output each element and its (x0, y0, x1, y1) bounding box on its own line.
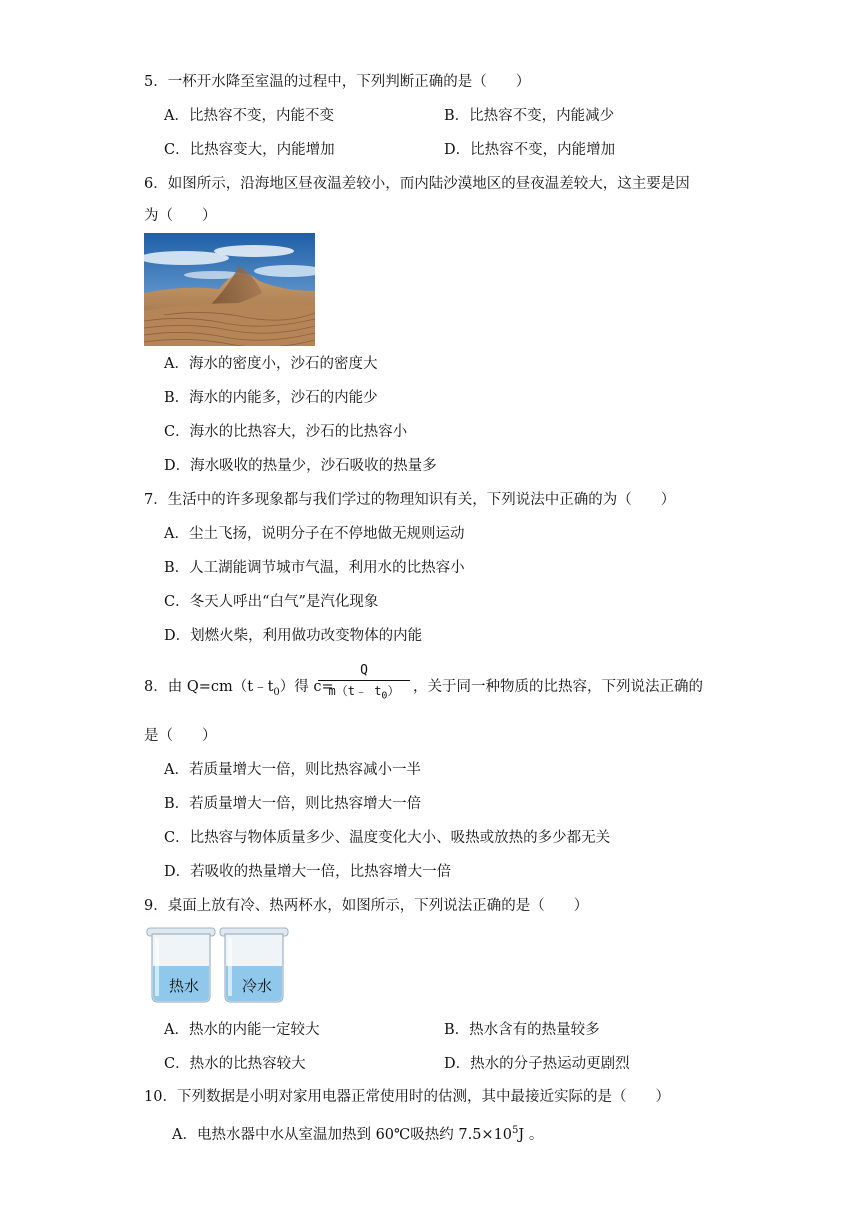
q8-option-b: B．若质量增大一倍，则比热容增大一倍 (164, 796, 422, 812)
q8-stem-subscript: 0 (273, 686, 280, 698)
q7-stem: 7．生活中的许多现象都与我们学过的物理知识有关，下列说法中正确的为（ ） (144, 492, 676, 508)
q8-stem-part-a: 8．由 Q=cm（t﹣t (144, 679, 274, 695)
q8-option-c: C．比热容与物体质量多少、温度变化大小、吸热或放热的多少都无关 (164, 830, 611, 846)
fraction-denominator (316, 681, 412, 701)
q5-option-a: A．比热容不变，内能不变 (164, 108, 334, 124)
q8-stem-part-b: ）得 c= (279, 679, 334, 695)
q8-option-a: A．若质量增大一倍，则比热容减小一半 (164, 762, 421, 778)
q7-option-c: C．冬天人呼出“白气”是汽化现象 (164, 594, 379, 610)
q8-option-d: D．若吸收的热量增大一倍，比热容增大一倍 (164, 864, 452, 880)
q10-option-a-unit: J 。 (518, 1126, 544, 1143)
q9-option-d: D．热水的分子热运动更剧烈 (444, 1056, 630, 1072)
q9-stem: 9．桌面上放有冷、热两杯水，如图所示，下列说法正确的是（ ） (144, 898, 589, 914)
fraction-numerator: Q (360, 663, 368, 678)
q5-option-d: D．比热容不变，内能增加 (444, 142, 616, 158)
q8-stem-line2: 是（ ） (144, 728, 217, 744)
q6-option-a: A．海水的密度小，沙石的密度大 (164, 356, 378, 372)
q6-stem-line2: 为（ ） (144, 208, 217, 224)
q10-option-a-exponent: 5 (512, 1125, 519, 1136)
q8-stem-line1 (144, 677, 334, 703)
q6-option-d: D．海水吸收的热量少，沙石吸收的热量多 (164, 458, 437, 474)
hot-water-label: 热水 (169, 977, 200, 995)
q5-option-c: C．比热容变大，内能增加 (164, 142, 335, 158)
q5-stem: 5．一杯开水降至室温的过程中，下列判断正确的是（ ） (144, 74, 531, 90)
denominator-end: ） (387, 684, 400, 698)
q7-option-b: B．人工湖能调节城市气温，利用水的比热容小 (164, 560, 465, 576)
q9-option-b: B．热水含有的热量较多 (444, 1022, 600, 1038)
q6-option-b: B．海水的内能多，沙石的内能少 (164, 390, 378, 406)
q10-option-a (172, 1121, 543, 1145)
desert-image (144, 233, 315, 346)
q7-option-a: A．尘土飞扬，说明分子在不停地做无规则运动 (164, 526, 465, 542)
q5-option-b: B．比热容不变，内能减少 (444, 108, 615, 124)
q7-option-d: D．划燃火柴，利用做功改变物体的内能 (164, 628, 423, 644)
q8-formula-fraction (316, 662, 412, 701)
q6-stem-line1: 6．如图所示，沿海地区昼夜温差较小，而内陆沙漠地区的昼夜温差较大，这主要是因 (144, 176, 690, 192)
q9-option-a: A．热水的内能一定较大 (164, 1022, 320, 1038)
cold-water-label: 冷水 (242, 977, 273, 995)
q10-option-a-text: A．电热水器中水从室温加热到 60℃吸热约 7.5×10 (172, 1126, 513, 1143)
q9-option-c: C．热水的比热容较大 (164, 1056, 306, 1072)
q10-stem: 10．下列数据是小明对家用电器正常使用时的估测，其中最接近实际的是（ ） (144, 1089, 670, 1105)
denominator-subscript: 0 (381, 690, 388, 702)
denominator-text: m（t﹣ t (328, 684, 382, 698)
beakers-figure (144, 924, 294, 1006)
q6-option-c: C．海水的比热容大，沙石的比热容小 (164, 424, 408, 440)
q8-stem-part-c: ，关于同一种物质的比热容，下列说法正确的 (413, 679, 703, 695)
